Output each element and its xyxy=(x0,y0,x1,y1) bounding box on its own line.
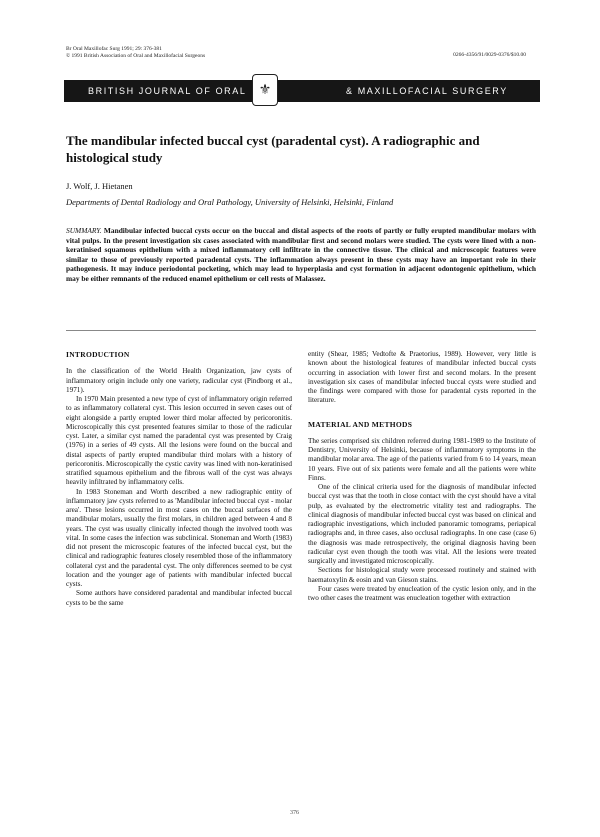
section-divider xyxy=(66,330,536,331)
summary-label: SUMMARY. xyxy=(66,226,102,235)
left-column xyxy=(66,350,292,608)
page-number: 376 xyxy=(290,810,299,816)
methods-paragraph-2: One of the clinical criteria used for the diagnosis of mandibular infected buccal cyst was that the tooth in close contact with the cyst should have a vital pulp, as evaluated by the electrometric vitality test and radiographs. The clinical diagnosis of mandibular infected buccal cyst was based on clinical and radiographic investigations, which included panoramic tomograms, periapical radiographs and, in three cases, also occlusal radiographs. In one case (case 6) the diagnosis was made retrospectively, the original diagnosis having been radicular cyst even though the tooth was vital. All the lesions were treated surgically and investigated microscopically. xyxy=(308,483,536,565)
journal-name-right: & MAXILLOFACIAL SURGERY xyxy=(346,86,508,96)
intro-paragraph-5: entity (Shear, 1985; Vedtofte & Praetorius, 1989). However, very little is known about the histological features of mandibular infected buccal cysts occurring in association with lower first and second molars. In the present investigation six cases of mandibular infected buccal cysts were studied and the findings were compared with those for paradental cysts reported in the literature. xyxy=(308,350,536,405)
intro-paragraph-1: In the classification of the World Health Organization, jaw cysts of inflammatory origin include only one variety, radicular cyst (Pindborg et al., 1971). xyxy=(66,367,292,394)
journal-citation xyxy=(66,46,205,60)
article-affiliation: Departments of Dental Radiology and Oral Pathology, University of Helsinki, Helsinki, Finland xyxy=(66,197,394,207)
journal-banner xyxy=(64,80,540,102)
intro-paragraph-3: In 1983 Stoneman and Worth described a new radiographic entity of inflammatory jaw cysts referred to as 'Mandibular infected buccal cyst - molar area'. These lesions occurred in most cases on the buccal surfaces of the mandibular molars, usually the first molars, in children aged between 4 and 8 years. The cyst was usually clinically infected though the involved tooth was vital. In some cases the infection was subclinical. Stoneman and Worth (1983) did not present the microscopic features of the infected buccal cyst, but the clinical and radiographic features closely resembled those of the inflammatory collateral cyst and the paradental cyst. The only differences seemed to be cyst location and the younger age of patients with mandibular infected buccal cysts. xyxy=(66,487,292,588)
right-column xyxy=(308,350,536,603)
article-summary xyxy=(66,226,536,284)
methods-paragraph-3: Sections for histological study were processed routinely and stained with haematoxylin & eosin and van Gieson stains. xyxy=(308,566,536,584)
methods-paragraph-1: The series comprised six children referred during 1981-1989 to the Institute of Dentistry, University of Helsinki, because of inflammatory symptoms in the mandibular molar area. The age of the patients varied from 6 to 14 years, mean 10 years. Five out of six patients were female and all the patients were white Finns. xyxy=(308,436,536,482)
article-code: 0266-4356/91/0029-0376/$10.00 xyxy=(453,52,526,58)
methods-paragraph-4: Four cases were treated by enucleation of the cystic lesion only, and in the two other cases the treatment was enucleation together with extraction xyxy=(308,584,536,602)
intro-paragraph-4: Some authors have considered paradental and mandibular infected buccal cysts to be the same xyxy=(66,589,292,607)
journal-name-left: BRITISH JOURNAL OF ORAL xyxy=(88,86,247,96)
summary-text: Mandibular infected buccal cysts occur on the buccal and distal aspects of the roots of partly or fully erupted mandibular molars with vital pulps. In the present investigation six cases associated with mandibular first and second molars were studied. The cysts were lined with a non-keratinised squamous epithelium with a mixed inflammatory cell infiltrate in the connective tissue. The clinical and microscopic features were similar to those of previously reported paradental cysts. The inflammation always present in these cysts may have an important role in their pathogenesis. It may induce periodontal pocketing, which may lead to hyperplasia and cyst formation in adjacent odontogenic epithelium, which may be either remnants of the reduced enamel epithelium or cell rests of Malassez. xyxy=(66,226,536,283)
citation-line-1: Br Oral Maxillofac Surg 1991; 29: 376-381 xyxy=(66,46,162,52)
journal-crest-icon: ⚜ xyxy=(252,74,278,106)
article-title: The mandibular infected buccal cyst (paradental cyst). A radiographic and histological study xyxy=(66,133,480,165)
intro-paragraph-2: In 1970 Main presented a new type of cyst of inflammatory origin referred to as inflammatory collateral cyst. This lesion occurred in seven cases out of eight alongside a partly erupted lower third molar affected by pericoronitis. Microscopically this cyst presented features similar to those of the radicular cyst. Later, a similar cyst named the paradental cyst was presented by Craig (1976) in a series of 49 cysts. All the lesions were found on the buccal and distal aspects of partly erupted mandibular third molars with a history of pericoronitis. Microscopically the cystic cavity was lined with non-keratinised stratified squamous epithelium and the fibrous wall of the cyst was always heavily infiltrated by inflammatory cells. xyxy=(66,395,292,487)
methods-heading: MATERIAL AND METHODS xyxy=(308,419,413,429)
introduction-heading: INTRODUCTION xyxy=(66,350,130,359)
article-authors: J. Wolf, J. Hietanen xyxy=(66,181,133,191)
citation-line-2: © 1991 British Association of Oral and Maxillofacial Surgeons xyxy=(66,53,206,59)
